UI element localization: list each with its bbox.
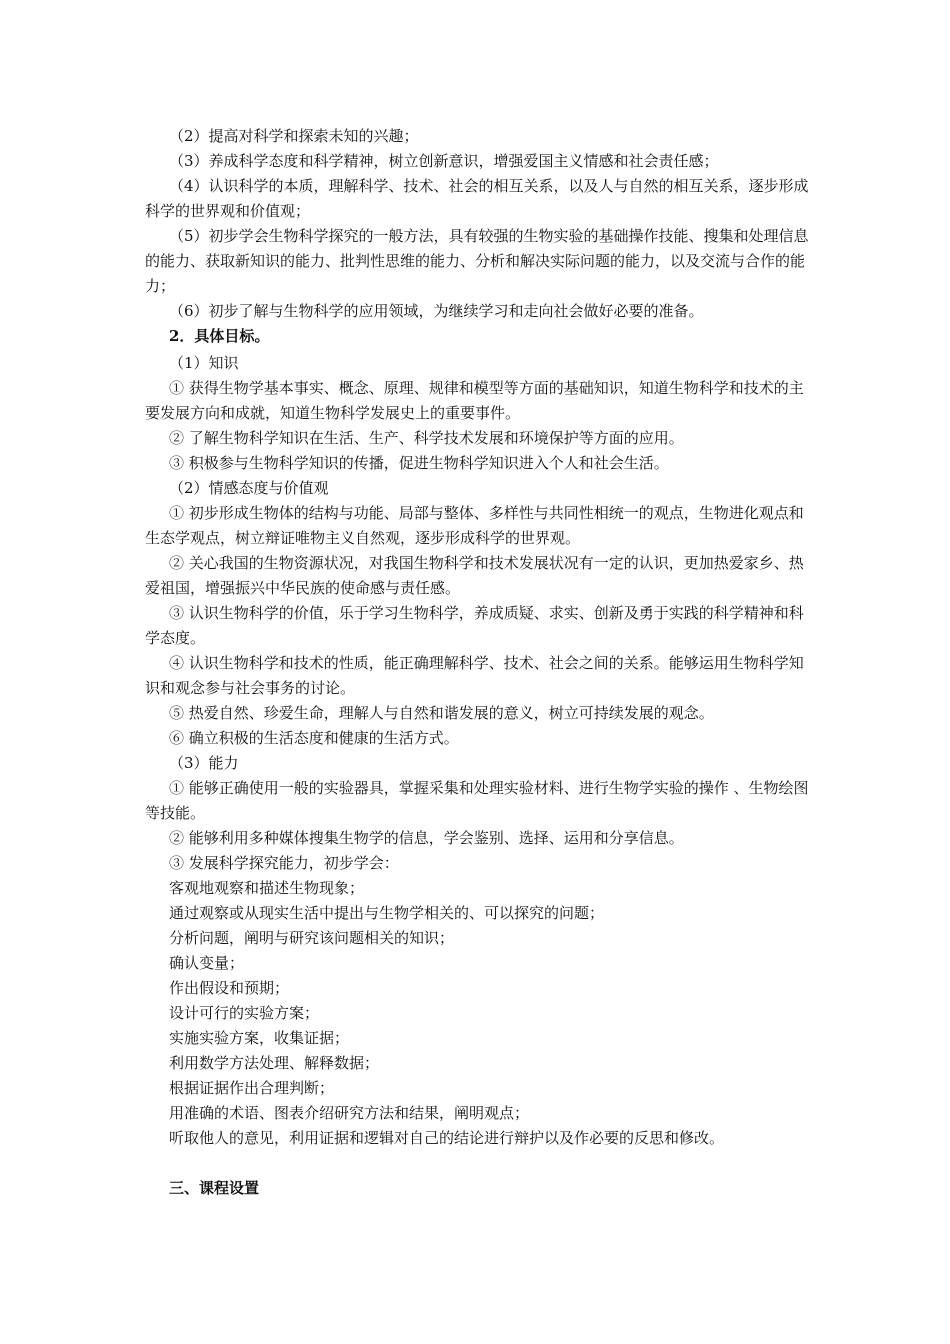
paragraph-goal-2: （2）提高对科学和探索未知的兴趣； <box>169 127 419 145</box>
subheading-ability: （3）能力 <box>169 754 239 772</box>
emotion-item-5: ⑤ 热爱自然、珍爱生命，理解人与自然和谐发展的意义，树立可持续发展的观念。 <box>169 704 714 722</box>
emotion-item-2: ② 关心我国的生物资源状况，对我国生物科学和技术发展状况有一定的认识，更加热爱家乡、热爱祖国，增强振兴中华民族的使命感与责任感。 <box>145 554 804 597</box>
section-heading-course-setup: 三、课程设置 <box>169 1179 260 1197</box>
emotion-item-1: ① 初步形成生物体的结构与功能、局部与整体、多样性与共同性相统一的观点，生物进化观点和生态学观点，树立辩证唯物主义自然观，逐步形成科学的世界观。 <box>145 504 804 547</box>
ability-subitem: 通过观察或从现实生活中提出与生物学相关的、可以探究的问题； <box>169 904 605 922</box>
paragraph-goal-3: （3）养成科学态度和科学精神，树立创新意识，增强爱国主义情感和社会责任感； <box>169 152 719 170</box>
subheading-knowledge: （1）知识 <box>169 354 239 372</box>
knowledge-item-1: ① 获得生物学基本事实、概念、原理、规律和模型等方面的基础知识，知道生物科学和技术的主要发展方向和成就，知道生物科学发展史上的重要事件。 <box>145 379 804 422</box>
ability-item-3: ③ 发展科学探究能力，初步学会： <box>169 854 399 872</box>
ability-subitem: 用准确的术语、图表介绍研究方法和结果，阐明观点； <box>169 1104 530 1122</box>
document-page <box>145 124 817 1201</box>
ability-subitem: 听取他人的意见，利用证据和逻辑对自己的结论进行辩护以及作必要的反思和修改。 <box>169 1129 725 1147</box>
paragraph-goal-6: （6）初步了解与生物科学的应用领域，为继续学习和走向社会做好必要的准备。 <box>169 302 704 320</box>
ability-item-2: ② 能够利用多种媒体搜集生物学的信息，学会鉴别、选择、运用和分享信息。 <box>169 829 684 847</box>
emotion-item-6: ⑥ 确立积极的生活态度和健康的生活方式。 <box>169 729 459 747</box>
paragraph-goal-5: （5）初步学会生物科学探究的一般方法，具有较强的生物实验的基础操作技能、搜集和处理信息的能力、获取新知识的能力、批判性思维的能力、分析和解决实际问题的能力，以及交流与合作的能力； <box>145 227 809 295</box>
heading-specific-goals: 2．具体目标。 <box>169 327 270 345</box>
emotion-item-4: ④ 认识生物科学和技术的性质，能正确理解科学、技术、社会之间的关系。能够运用生物科学知识和观念参与社会事务的讨论。 <box>145 654 804 697</box>
ability-item-1: ① 能够正确使用一般的实验器具，掌握采集和处理实验材料、进行生物学实验的操作 、生物绘图等技能。 <box>145 779 809 822</box>
ability-subitem: 作出假设和预期； <box>169 979 290 997</box>
ability-subitem: 分析问题，阐明与研究该问题相关的知识； <box>169 929 455 947</box>
knowledge-item-2: ② 了解生物科学知识在生活、生产、科学技术发展和环境保护等方面的应用。 <box>169 429 684 447</box>
paragraph-goal-4: （4）认识科学的本质，理解科学、技术、社会的相互关系，以及人与自然的相互关系，逐步形成科学的世界观和价值观； <box>145 177 809 220</box>
subheading-emotion: （2）情感态度与价值观 <box>169 479 329 497</box>
ability-subitem: 实施实验方案，收集证据； <box>169 1029 350 1047</box>
ability-subitem: 利用数学方法处理、解释数据； <box>169 1054 380 1072</box>
emotion-item-3: ③ 认识生物科学的价值，乐于学习生物科学，养成质疑、求实、创新及勇于实践的科学精神和科学态度。 <box>145 604 804 647</box>
ability-subitem: 确认变量； <box>169 954 245 972</box>
ability-subitem: 客观地观察和描述生物现象； <box>169 879 365 897</box>
knowledge-item-3: ③ 积极参与生物科学知识的传播，促进生物科学知识进入个人和社会生活。 <box>169 454 669 472</box>
ability-subitem: 根据证据作出合理判断； <box>169 1079 335 1097</box>
ability-subitem: 设计可行的实验方案； <box>169 1004 320 1022</box>
